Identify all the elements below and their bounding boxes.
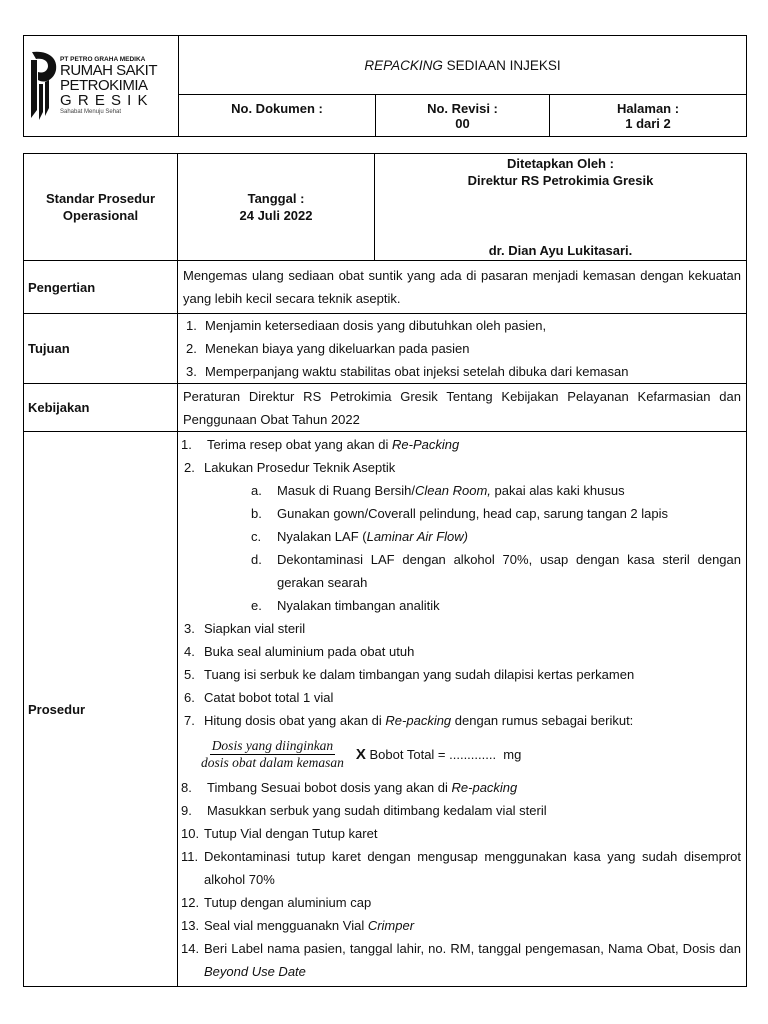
step-text: Hitung dosis obat yang akan di (204, 713, 386, 728)
step-italic: Re-Packing (392, 437, 460, 452)
prosedur-step: 9. Masukkan serbuk yang sudah ditimbang kedalam vial steril (181, 799, 741, 822)
formula-fraction (199, 738, 346, 771)
step-italic: Re-packing (451, 780, 518, 795)
prosedur-substep: d. Dekontaminasi LAF dengan alkohol 70%, usap dengan kasa steril dengan gerakan searah (181, 548, 741, 594)
formula-rest: Bobot Total = ............. mg (365, 746, 522, 762)
sop-label-line1: Standar Prosedur (45, 191, 156, 206)
step-text: Terima resep obat yang akan di (207, 437, 392, 452)
pengertian-text: Mengemas ulang sediaan obat suntik yang ada di pasaran menjadi kemasan dengan kekuatan yang lebih kecil secara teknik aseptik. (178, 261, 747, 314)
prosedur-step: 6. Catat bobot total 1 vial (181, 686, 741, 709)
prosedur-step: 2. Lakukan Prosedur Teknik Aseptik (181, 456, 741, 479)
step-text: Beri Label nama pasien, tanggal lahir, no. RM, tanggal pengemasan, Nama Obat, Dosis dan (204, 941, 741, 956)
logo-line2: PETROKIMIA (60, 77, 148, 95)
step-text: Tuang isi serbuk ke dalam timbangan yang sudah dilapisi kertas perkamen (204, 667, 635, 682)
title-rest: SEDIAAN INJEKSI (442, 57, 561, 73)
prosedur-list (178, 432, 747, 987)
step-text: Buka seal aluminium pada obat utuh (204, 644, 415, 659)
logo-company: PT PETRO GRAHA MEDIKA (60, 55, 146, 63)
formula-denominator: dosis obat dalam kemasan (201, 754, 344, 770)
step-italic: Beyond Use Date (204, 964, 306, 979)
hospital-logo (24, 50, 178, 122)
page-value: 1 dari 2 (625, 115, 671, 131)
signer-name: dr. Dian Ayu Lukitasari. (488, 243, 633, 258)
date-label: Tanggal : (247, 191, 305, 206)
prosedur-substep: a. Masuk di Ruang Bersih/Clean Room, pakai alas kaki khusus (251, 483, 625, 498)
doc-number-cell (179, 95, 376, 137)
tujuan-item: 1. Menjamin ketersediaan dosis yang dibutuhkan oleh pasien, (186, 314, 746, 337)
step-italic: Laminar Air Flow) (366, 529, 468, 544)
step-text: Tutup Vial dengan Tutup karet (204, 826, 378, 841)
approved-label: Ditetapkan Oleh : (507, 156, 614, 171)
dose-formula (181, 732, 741, 776)
tujuan-item-text: Menekan biaya yang dikeluarkan pada pasien (205, 341, 470, 356)
prosedur-label: Prosedur (24, 432, 178, 987)
revision-value: 00 (455, 115, 470, 131)
page-cell (550, 95, 747, 137)
tujuan-item-text: Menjamin ketersediaan dosis yang dibutuhkan oleh pasien, (205, 318, 547, 333)
tujuan-item: 3. Memperpanjang waktu stabilitas obat injeksi setelah dibuka dari kemasan (186, 360, 746, 383)
step-text: dengan rumus sebagai berikut: (451, 713, 634, 728)
title-italic: REPACKING (364, 57, 443, 73)
formula-numerator: Dosis yang diinginkan (211, 737, 334, 753)
kebijakan-label: Kebijakan (24, 384, 178, 432)
prosedur-substep: c. Nyalakan LAF (Laminar Air Flow) (251, 529, 468, 544)
step-text: Seal vial mengguanakn Vial (204, 918, 368, 933)
prosedur-step: 14. Beri Label nama pasien, tanggal lahir, no. RM, tanggal pengemasan, Nama Obat, Dosis dan Beyond Use Date (181, 941, 741, 979)
formula-multiply: X (355, 745, 366, 763)
step-italic: Re-packing (385, 713, 452, 728)
tujuan-label: Tujuan (24, 314, 178, 384)
logo-tagline: Sahabat Menuju Sehat (60, 109, 122, 116)
step-text: Tutup dengan aluminium cap (204, 895, 372, 910)
prosedur-step: 3. Siapkan vial steril (181, 617, 741, 640)
step-text: Nyalakan timbangan analitik (277, 598, 440, 613)
step-text: Catat bobot total 1 vial (204, 690, 334, 705)
tujuan-item-text: Memperpanjang waktu stabilitas obat injeksi setelah dibuka dari kemasan (205, 364, 629, 379)
prosedur-step: 5. Tuang isi serbuk ke dalam timbangan yang sudah dilapisi kertas perkamen (181, 663, 741, 686)
approval-cell (375, 154, 747, 261)
document-title (179, 36, 747, 95)
prosedur-step: 10. Tutup Vial dengan Tutup karet (181, 822, 741, 845)
prosedur-step: 13. Seal vial mengguanakn Vial Crimper (181, 918, 415, 933)
step-text: Lakukan Prosedur Teknik Aseptik (204, 460, 396, 475)
sop-label-line2: Operasional (62, 208, 139, 223)
prosedur-step: 1. Terima resep obat yang akan di Re-Packing (181, 437, 460, 452)
step-italic: Clean Room, (415, 483, 491, 498)
step-italic: Crimper (367, 918, 415, 933)
step-text: Siapkan vial steril (204, 621, 306, 636)
sop-table (23, 153, 747, 987)
pengertian-label: Pengertian (24, 261, 178, 314)
document-header (23, 35, 747, 137)
petrokimia-logo-icon (28, 50, 58, 122)
logo-cell (24, 36, 179, 137)
step-text: Gunakan gown/Coverall pelindung, head cap, sarung tangan 2 lapis (277, 506, 668, 521)
step-text: Masuk di Ruang Bersih/ (277, 483, 416, 498)
revision-label: No. Revisi : (427, 100, 498, 116)
step-text: Dekontaminasi LAF dengan alkohol 70%, usap dengan kasa steril dengan gerakan searah (277, 552, 741, 590)
step-text: Masukkan serbuk yang sudah ditimbang kedalam vial steril (207, 803, 547, 818)
doc-number-value (179, 116, 375, 130)
prosedur-step: 8. Timbang Sesuai bobot dosis yang akan di Re-packing (181, 780, 518, 795)
step-text: pakai alas kaki khusus (490, 483, 625, 498)
logo-line3: G R E S I K (60, 92, 149, 110)
step-text: Nyalakan LAF ( (277, 529, 367, 544)
approved-by: Direktur RS Petrokimia Gresik (467, 173, 654, 188)
prosedur-step: 7. Hitung dosis obat yang akan di Re-packing dengan rumus sebagai berikut: (184, 713, 634, 728)
tujuan-list (178, 314, 747, 384)
prosedur-substep: e. Nyalakan timbangan analitik (181, 594, 741, 617)
date-value: 24 Juli 2022 (239, 208, 313, 223)
prosedur-step: 11. Dekontaminasi tutup karet dengan mengusap menggunakan kasa yang sudah disemprot alkohol 70% (181, 845, 741, 891)
revision-cell (376, 95, 550, 137)
step-text: Timbang Sesuai bobot dosis yang akan di (207, 780, 452, 795)
prosedur-substep: b. Gunakan gown/Coverall pelindung, head cap, sarung tangan 2 lapis (181, 502, 741, 525)
tujuan-item: 2. Menekan biaya yang dikeluarkan pada pasien (186, 337, 746, 360)
doc-number-label: No. Dokumen : (231, 101, 323, 116)
step-text: Dekontaminasi tutup karet dengan mengusap menggunakan kasa yang sudah disemprot alkohol 70% (204, 849, 741, 887)
prosedur-step: 12. Tutup dengan aluminium cap (181, 891, 741, 914)
logo-line1: RUMAH SAKIT (60, 62, 158, 80)
prosedur-step: 4. Buka seal aluminium pada obat utuh (181, 640, 741, 663)
sop-label-cell (24, 154, 178, 261)
kebijakan-text: Peraturan Direktur RS Petrokimia Gresik Tentang Kebijakan Pelayanan Kefarmasian dan Penggunaan Obat Tahun 2022 (178, 384, 747, 432)
date-cell (178, 154, 375, 261)
page-label: Halaman : (616, 100, 680, 116)
